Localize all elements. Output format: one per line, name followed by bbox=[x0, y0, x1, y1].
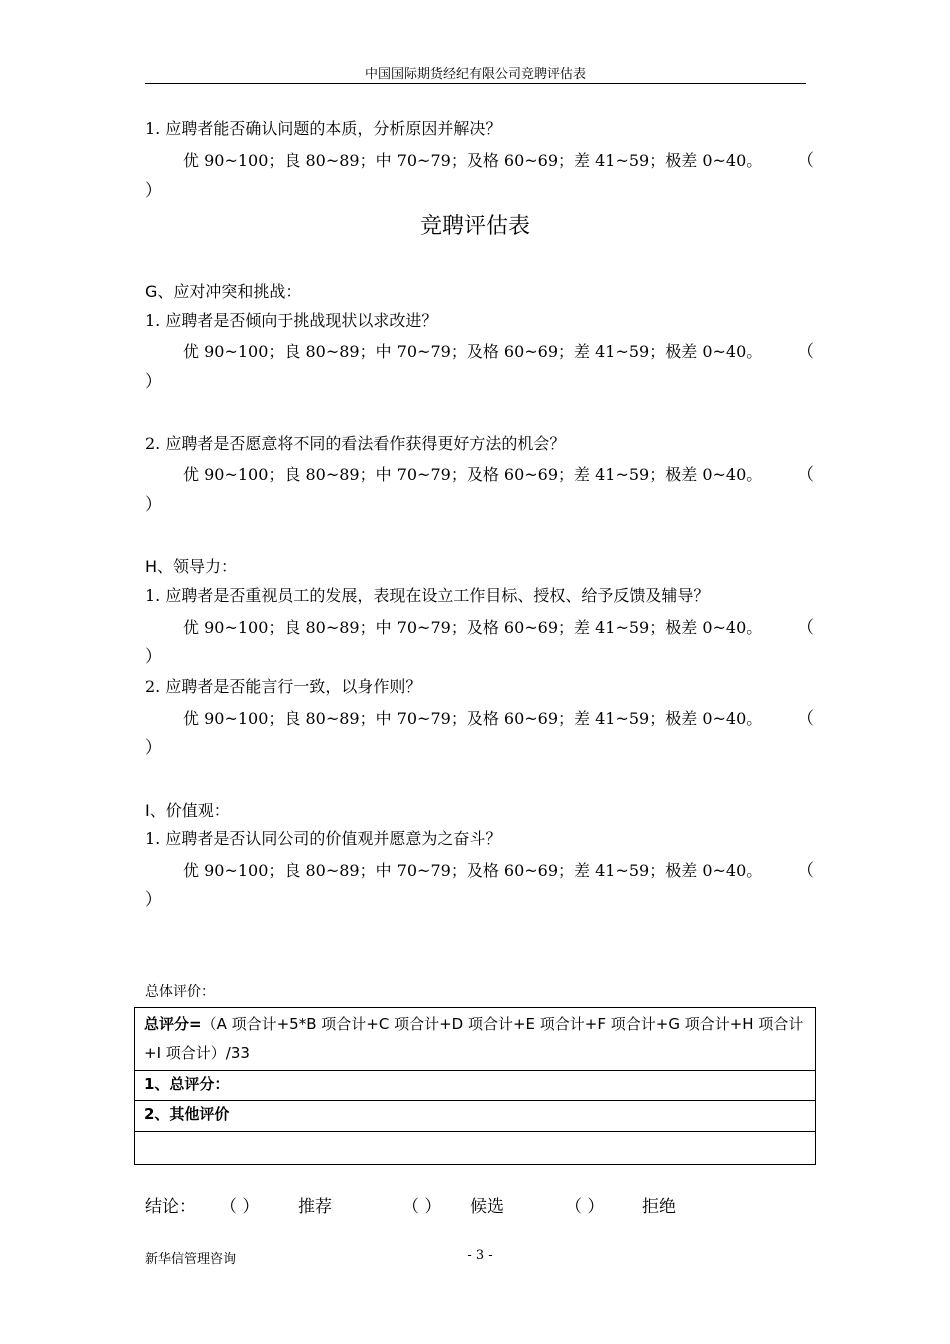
score-paren-open: （ bbox=[797, 618, 814, 638]
conclusion-label: 结论： bbox=[145, 1197, 196, 1217]
score-paren-close: ） bbox=[145, 738, 162, 758]
section-h-question-2: 2. 应聘者是否能言行一致，以身作则？ bbox=[145, 677, 422, 696]
section-g-question-1: 1. 应聘者是否倾向于挑战现状以求改进？ bbox=[145, 311, 438, 330]
score-paren-open: （ bbox=[797, 342, 814, 362]
score-paren-open: （ bbox=[797, 151, 814, 171]
grade-scale: 优 90~100；良 80~89；中 70~79；及格 60~69；差 41~59；极差 0~40。 bbox=[183, 151, 763, 170]
section-h-question-1: 1. 应聘者是否重视员工的发展，表现在设立工作目标、授权、给予反馈及辅导？ bbox=[145, 586, 710, 605]
overall-evaluation-table bbox=[134, 1007, 816, 1165]
score-paren-close: ） bbox=[145, 890, 162, 910]
score-paren-close: ） bbox=[145, 372, 162, 392]
section-g-heading: G、应对冲突和挑战： bbox=[145, 282, 302, 301]
score-paren-close: ） bbox=[145, 647, 162, 667]
top-question: 1. 应聘者能否确认问题的本质，分析原因并解决？ bbox=[145, 119, 502, 138]
total-score-formula: （A 项合计+5*B 项合计+C 项合计+D 项合计+E 项合计+F 项合计+G 项合计+H 项合计+I 项合计）/33 bbox=[144, 1015, 804, 1062]
section-i-heading: I、价值观： bbox=[145, 801, 230, 820]
document-title: 竞聘评估表 bbox=[419, 214, 530, 239]
section-g-question-2: 2. 应聘者是否愿意将不同的看法看作获得更好方法的机会？ bbox=[145, 434, 566, 453]
grade-scale: 优 90~100；良 80~89；中 70~79；及格 60~69；差 41~59；极差 0~40。 bbox=[183, 618, 763, 637]
score-paren-close: ） bbox=[145, 495, 162, 515]
score-paren-close: ） bbox=[145, 181, 162, 201]
score-paren-open: （ bbox=[797, 465, 814, 485]
grade-scale: 优 90~100；良 80~89；中 70~79；及格 60~69；差 41~59；极差 0~40。 bbox=[183, 465, 763, 484]
reject-checkbox[interactable]: （ ） bbox=[565, 1197, 605, 1217]
other-evaluation-row[interactable]: 2、其他评价 bbox=[135, 1101, 816, 1132]
overall-evaluation-label: 总体评价： bbox=[145, 984, 215, 1000]
page-header-title: 中国国际期货经纪有限公司竞聘评估表 bbox=[364, 67, 586, 82]
candidate-checkbox[interactable]: （ ） bbox=[402, 1197, 442, 1217]
grade-scale: 优 90~100；良 80~89；中 70~79；及格 60~69；差 41~59；极差 0~40。 bbox=[183, 342, 763, 361]
page-number: - 3 - bbox=[467, 1248, 493, 1263]
recommend-label: 推荐 bbox=[298, 1197, 332, 1217]
total-score-row[interactable]: 1、总评分： bbox=[135, 1071, 816, 1101]
score-paren-open: （ bbox=[797, 861, 814, 881]
grade-scale: 优 90~100；良 80~89；中 70~79；及格 60~69；差 41~59；极差 0~40。 bbox=[183, 709, 763, 728]
total-score-formula-cell bbox=[135, 1008, 816, 1071]
header-divider bbox=[145, 83, 806, 84]
section-i-question-1: 1. 应聘者是否认同公司的价值观并愿意为之奋斗？ bbox=[145, 829, 502, 848]
footer-company: 新华信管理咨询 bbox=[145, 1252, 237, 1267]
score-paren-open: （ bbox=[797, 709, 814, 729]
total-score-formula-label: 总评分= bbox=[144, 1015, 202, 1033]
section-h-heading: H、领导力： bbox=[145, 557, 238, 576]
grade-scale: 优 90~100；良 80~89；中 70~79；及格 60~69；差 41~59；极差 0~40。 bbox=[183, 861, 763, 880]
recommend-checkbox[interactable]: （ ） bbox=[220, 1197, 260, 1217]
reject-label: 拒绝 bbox=[642, 1197, 676, 1217]
other-evaluation-input-cell[interactable] bbox=[135, 1132, 816, 1165]
candidate-label: 候选 bbox=[470, 1197, 504, 1217]
